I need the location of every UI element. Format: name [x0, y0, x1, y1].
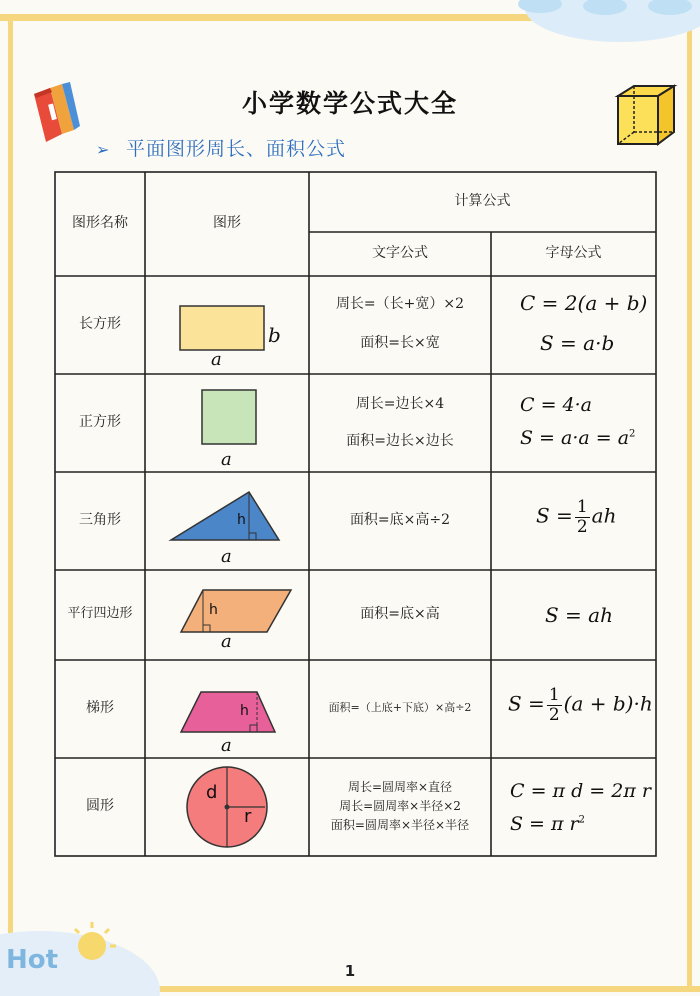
fraction	[547, 686, 562, 724]
circle-area-text: 面积=圆周率×半径×半径	[330, 818, 470, 832]
header-text-formula: 文字公式	[372, 245, 428, 261]
square-area-formula	[520, 427, 635, 449]
fraction-denominator: 2	[576, 516, 588, 537]
formula-part: b	[626, 291, 640, 315]
svg-text:Hot: Hot	[6, 945, 59, 975]
formula-exponent: 2	[629, 428, 636, 440]
triangle-label-h: h	[237, 512, 246, 528]
formula-part: )	[639, 291, 648, 315]
circle-perimeter-radius-text: 周长=圆周率×半径×2	[339, 799, 461, 813]
formula-part: (a + b)·h	[563, 691, 653, 716]
formula-part: S =	[508, 691, 545, 716]
fraction-numerator: 1	[576, 497, 588, 517]
rectangle-area-formula: S = a·b	[540, 331, 615, 355]
formula-part: S =	[536, 503, 573, 528]
header-figure: 图形	[213, 215, 241, 231]
triangle-area-text: 面积=底×高÷2	[349, 512, 451, 528]
section-heading-text: 平面图形周长、面积公式	[126, 138, 347, 160]
trapezoid-label-h: h	[240, 703, 249, 719]
page-number: 1	[344, 962, 356, 980]
header-formula: 计算公式	[454, 193, 511, 209]
fraction-numerator: 1	[548, 685, 560, 705]
rectangle-area-text: 面积=长×宽	[360, 335, 440, 351]
rectangle-label-b: b	[268, 323, 281, 347]
trapezoid-area-text: 面积=（上底+下底）×高÷2	[328, 701, 472, 714]
circle-perimeter-diameter-text: 周长=圆周率×直径	[347, 780, 453, 794]
rectangle-figure	[145, 276, 309, 374]
row-name-trapezoid: 梯形	[86, 700, 114, 716]
formula-part: S = a·a = a	[520, 427, 630, 449]
circle-perimeter-formula: C = π d = 2π r	[510, 780, 651, 802]
circle-label-d: d	[206, 782, 218, 803]
triangle-area-formula	[536, 498, 616, 536]
square-label-a: a	[221, 449, 232, 470]
formula-part: C = 2(	[520, 291, 586, 315]
row-name-rectangle: 长方形	[79, 316, 121, 332]
fraction-denominator: 2	[548, 704, 560, 725]
rectangle-perimeter-formula	[520, 291, 647, 315]
arrow-bullet-icon: ➢	[96, 140, 111, 159]
parallelogram-label-h: h	[209, 602, 218, 618]
page-title: 小学数学公式大全	[241, 89, 458, 118]
rectangle-label-a: a	[211, 349, 222, 370]
formula-part: a	[585, 291, 598, 315]
square-perimeter-formula: C = 4·a	[520, 394, 592, 416]
trapezoid-label-a: a	[221, 735, 232, 756]
row-name-circle: 圆形	[86, 798, 114, 814]
square-area-text: 面积=边长×边长	[346, 433, 454, 449]
trapezoid-area-formula	[508, 686, 653, 724]
circle-figure	[145, 758, 309, 856]
formula-part: +	[597, 291, 627, 315]
circle-area-formula	[510, 813, 585, 835]
formula-exponent: 2	[578, 814, 585, 826]
square-perimeter-text: 周长=边长×4	[355, 396, 445, 412]
parallelogram-area-text: 面积=底×高	[360, 606, 440, 622]
parallelogram-area-formula: S = ah	[545, 603, 613, 627]
formula-part: S = π r	[510, 813, 579, 835]
fraction	[575, 498, 590, 536]
row-name-parallelogram: 平行四边形	[67, 606, 133, 621]
header-letter-formula: 字母公式	[545, 245, 602, 261]
triangle-label-a: a	[221, 546, 232, 567]
row-name-square: 正方形	[79, 414, 121, 430]
circle-label-r: r	[244, 806, 252, 827]
row-name-triangle: 三角形	[79, 512, 121, 528]
rectangle-perimeter-text: 周长=（长+宽）×2	[335, 296, 465, 312]
parallelogram-label-a: a	[221, 631, 232, 652]
header-shape-name: 图形名称	[72, 215, 128, 231]
formula-part: ah	[591, 503, 617, 528]
